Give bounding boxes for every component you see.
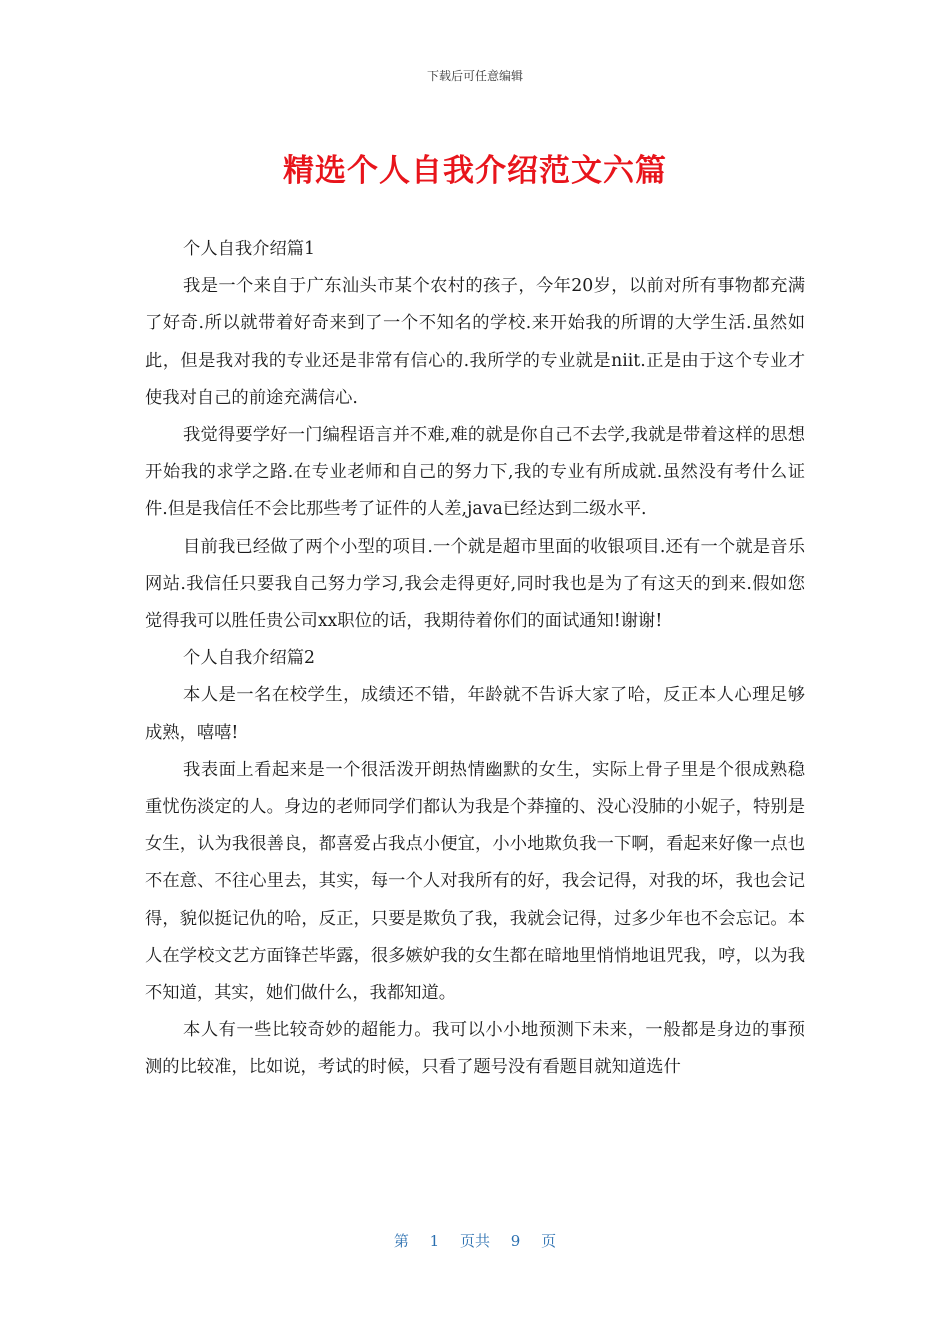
paragraph: 本人有一些比较奇妙的超能力。我可以小小地预测下未来，一般都是身边的事预测的比较准，比如说，考试的时候，只看了题号没有看题目就知道选什 [145, 1020, 805, 1078]
paragraph: 我觉得要学好一门编程语言并不难,难的就是你自己不去学,我就是带着这样的思想开始我的求学之路.在专业老师和自己的努力下,我的专业有所成就.虽然没有考什么证件.但是我信任不会比那些考了证件的人差,java已经达到二级水平. [145, 425, 805, 520]
paragraph: 本人是一名在校学生，成绩还不错，年龄就不告诉大家了哈，反正本人心理足够成熟，嘻嘻! [145, 685, 805, 743]
document-body [145, 231, 805, 1087]
footer-total-pages: 9 [510, 1232, 521, 1250]
section-heading-1: 个人自我介绍篇1 [183, 239, 316, 259]
page-footer [0, 1230, 950, 1251]
paragraph: 目前我已经做了两个小型的项目.一个就是超市里面的收银项目.还有一个就是音乐网站.我信任只要我自己努力学习,我会走得更好,同时我也是为了有这天的到来.假如您觉得我可以胜任贵公司xx职位的话，我期待着你们的面试通知!谢谢! [145, 536, 805, 632]
document-title: 精选个人自我介绍范文六篇 [283, 153, 667, 189]
footer-page-number: 1 [429, 1232, 440, 1250]
footer-prefix: 第 [393, 1232, 409, 1250]
paragraph: 我表面上看起来是一个很活泼开朗热情幽默的女生，实际上骨子里是个很成熟稳重忧伤淡定的人。身边的老师同学们都认为我是个莽撞的、没心没肺的小妮子，特别是女生，认为我很善良，都喜爱占我点小便宜，小小地欺负我一下啊，看起来好像一点也不在意、不往心里去，其实，每一个人对我所有的好，我会记得，对我的坏，我也会记得，貌似挺记仇的哈，反正，只要是欺负了我，我就会记得，过多少年也不会忘记。本人在学校文艺方面锋芒毕露，很多嫉妒我的女生都在暗地里悄悄地诅咒我，哼，以为我不知道，其实，她们做什么，我都知道。 [145, 759, 805, 1004]
page-header: 下载后可任意编辑 [426, 69, 523, 83]
section-heading-2: 个人自我介绍篇2 [183, 648, 316, 669]
paragraph: 我是一个来自于广东汕头市某个农村的孩子，今年20岁，以前对所有事物都充满了好奇.所以就带着好奇来到了一个不知名的学校.来开始我的所谓的大学生活.虽然如此，但是我对我的专业还是非常有信心的.我所学的专业就是niit.正是由于这个专业才使我对自己的前途充满信心. [145, 276, 805, 408]
footer-middle: 页共 [459, 1232, 490, 1250]
footer-suffix: 页 [541, 1232, 557, 1250]
